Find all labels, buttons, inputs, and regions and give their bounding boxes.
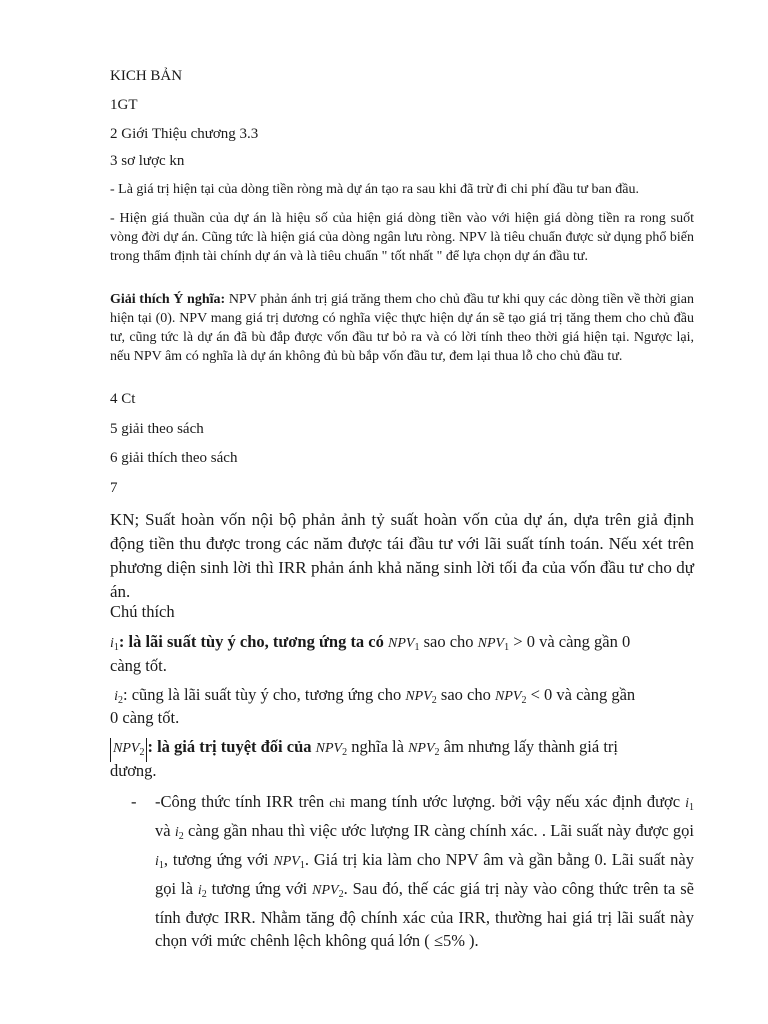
meaning-label: Giải thích Ý nghĩa: (110, 292, 226, 307)
bullet-marker: - (131, 792, 137, 811)
bullet-irr-estimation: -Công thức tính IRR trên chỉ mang tính ước lượng. bởi vậy nếu xác định được $i_1$ và $i_2$ càng gần nhau thì việc ước lượng IR càng chính xác. . Lãi suất này được gọi $i_1$, tương ứng với $NPV_1$. Giá trị kia làm cho NPV âm và gần bằng 0. Lãi suất này gọi là $i_2$ tương ứng với $NPV_2$. Sau đó, thế các giá trị này vào công thức trên ta sẽ tính được IRR. Nhằm tăng độ chính xác của IRR, thường hai giá trị lãi suất này chọn với mức chênh lệch không quá lớn ( ≤5% ). (155, 792, 695, 950)
abs-npv2-symbol: $NPV_2$ (110, 738, 147, 762)
paragraph-definition: - Là giá trị hiện tại của dòng tiền ròng mà dự án tạo ra sau khi đã trừ đi chi phí đầu tư ban đầu. (110, 182, 639, 197)
paragraph-meaning (110, 290, 694, 366)
section-1-heading: 1GT (110, 97, 138, 113)
section-4-heading: 4 Ct (110, 391, 136, 407)
section-5-heading: 5 giải theo sách (110, 421, 204, 437)
doc-title: KICH BẢN (110, 68, 183, 84)
paragraph-npv-description: - Hiện giá thuần của dự án là hiệu số của hiện giá dòng tiền vào với hiện giá dòng tiền ra rong suốt vòng đời dự án. Cũng tức là hiện giá của dòng ngân lưu ròng. NPV là tiêu chuẩn được sử dụng phổ biến trong thẩm định tài chính dự án và là tiêu chuẩn " tốt nhất " để lựa chọn dự án đầu tư. (110, 211, 694, 264)
section-6-heading: 6 giải thích theo sách (110, 450, 238, 466)
notes-heading: Chú thích (110, 602, 175, 621)
section-7-heading: 7 (110, 480, 118, 496)
note-abs-npv2-line2: dương. (110, 761, 157, 780)
note-i2-line1: $i_2$: cũng là lãi suất tùy ý cho, tương ứng cho $NPV_2$ sao cho $NPV_2 < 0$ và càng gần (114, 685, 636, 706)
note-i1-line1: $i_1$: là lãi suất tùy ý cho, tương ứng ta có $NPV_1$ sao cho $NPV_1 > 0$ và càng gần 0 (110, 632, 631, 653)
note-i2-line2: 0 càng tốt. (110, 708, 180, 727)
note-abs-npv2-line1: $NPV_2$ : là giá trị tuyệt đối của $NPV_2$ nghĩa là $NPV_2$ âm nhưng lấy thành giá trị (110, 737, 618, 762)
paragraph-irr-concept: KN; Suất hoàn vốn nội bộ phản ảnh tỷ suất hoàn vốn của dự án, dựa trên giả định động tiền thu được trong các năm được tái đầu tư với lãi suất tính toán. Nếu xét trên phương diện sinh lời thì IRR phản ánh khả năng sinh lời tối đa của vốn đầu tư cho dự án. (110, 510, 694, 601)
section-3-heading: 3 sơ lược kn (110, 153, 185, 169)
meaning-text: NPV phản ánh trị giá trăng them cho chủ đầu tư khi quy các dòng tiền về thời gian hiện tại (0). NPV mang giá trị dương có nghĩa việc thực hiện dự án sẽ tạo giá trị tăng them cho chủ đầu tư, cũng tức là dự án đã bù đắp được vốn đầu tư bỏ ra và có lời tính theo thời giá hiện tại. Ngược lại, nếu NPV âm có nghĩa là dự án không đủ bù bắp vốn đầu tư, đem lại thua lỗ cho chủ đầu tư. (110, 292, 694, 364)
note-i1-line2: càng tốt. (110, 656, 167, 675)
section-2-heading: 2 Giới Thiệu chương 3.3 (110, 126, 259, 142)
